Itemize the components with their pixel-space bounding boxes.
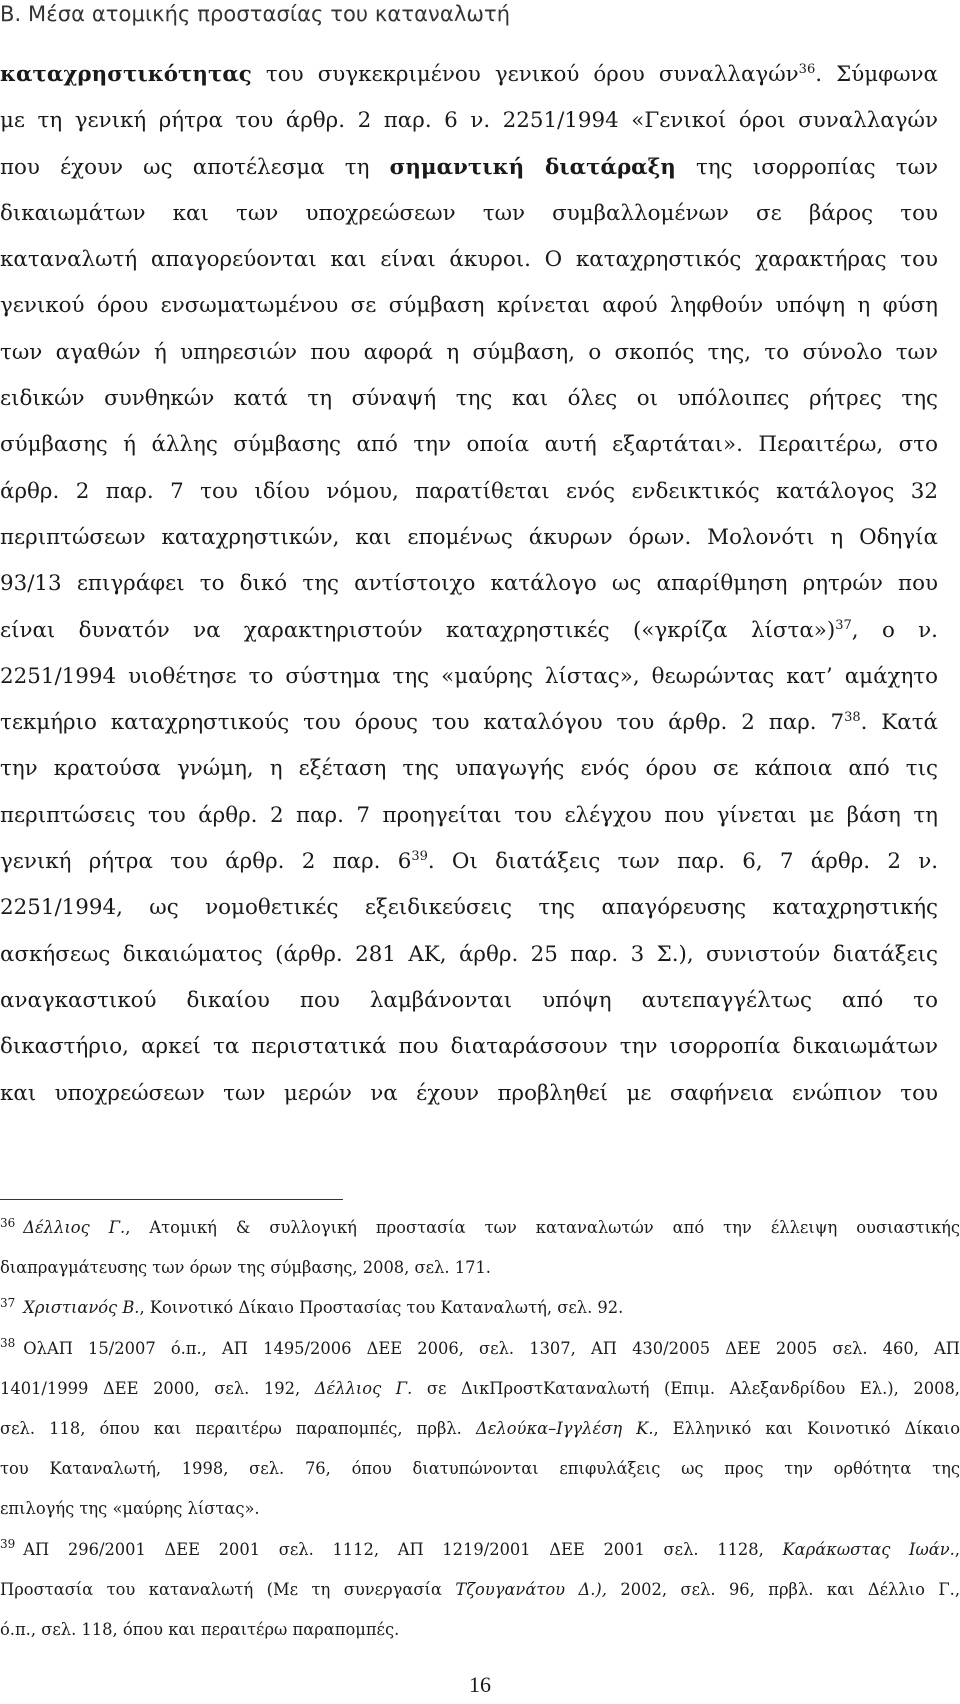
body-line [0, 700, 938, 746]
text-span: ΟλΑΠ 15/2007 ό.π., ΑΠ 1495/2006 ΔΕΕ 2006, σελ. 1307, ΑΠ 430/2005 ΔΕΕ 2005 σελ. 460, ΑΠ [23, 1338, 960, 1358]
body-line [0, 145, 938, 191]
footnote-39-line [0, 1570, 960, 1610]
footnote-38-line [0, 1409, 960, 1449]
footnote-37-line [0, 1288, 960, 1328]
footnote-36-line [0, 1208, 960, 1248]
text-span: σε ΔικΠροστΚαταναλωτή (Επιμ. Αλεξανδρίδου Ελ.), 2008, [412, 1378, 960, 1398]
body-line: άρθρ. 2 παρ. 7 του ιδίου νόμου, παρατίθεται ενός ενδεικτικός κατάλογος 32 [0, 478, 938, 504]
footnote-ref[interactable]: 36 [798, 61, 816, 77]
text-span: 1401/1999 ΔΕΕ 2000, σελ. 192, [0, 1378, 315, 1398]
footnotes [0, 1208, 960, 1650]
body-line: δικαστήριο, αρκεί τα περιστατικά που διαταράσσουν την ισορροπία δικαιωμάτων [0, 1034, 938, 1060]
text-span: Προστασία του καταναλωτή (Με τη συνεργασία [0, 1579, 456, 1599]
author-name: Δέλλιος Γ. [314, 1378, 413, 1398]
footnote-ref[interactable]: 39 [411, 848, 428, 864]
body-line: περιπτώσεις του άρθρ. 2 παρ. 7 προηγείται του ελέγχου που γίνεται με βάση τη [0, 802, 938, 828]
text-span: είναι δυνατόν να χαρακτηριστούν καταχρηστικές («γκρίζα λίστα») [0, 617, 836, 643]
footnote-39-line [0, 1530, 960, 1570]
body-line: καταναλωτή απαγορεύονται και είναι άκυροι. Ο καταχρηστικός χαρακτήρας του [0, 247, 938, 273]
main-text [0, 52, 938, 1117]
text-span: . Οι διατάξεις των παρ. 6, 7 άρθρ. 2 ν. [427, 849, 938, 875]
body-line [0, 52, 938, 98]
body-line: 2251/1994, ως νομοθετικές εξειδικεύσεις της απαγόρευσης καταχρηστικής [0, 895, 938, 921]
body-line: ασκήσεως δικαιώματος (άρθρ. 281 ΑΚ, άρθρ. 25 παρ. 3 Σ.), συνιστούν διατάξεις [0, 941, 938, 967]
text-span: , [954, 1539, 960, 1559]
body-line: περιπτώσεων καταχρηστικών, και επομένως άκυρων όρων. Μολονότι η Οδηγία [0, 524, 938, 550]
footnote-38-line [0, 1369, 960, 1409]
bold-term: σημαντική διατάραξη [389, 154, 676, 180]
page-number: 16 [469, 1672, 491, 1697]
text-span: . Κατά [860, 710, 938, 736]
body-line: των αγαθών ή υπηρεσιών που αφορά η σύμβαση, ο σκοπός της, το σύνολο των [0, 339, 938, 365]
footnote-36-line: διαπραγμάτευσης των όρων της σύμβασης, 2008, σελ. 171. [0, 1258, 491, 1278]
text-span: σελ. 118, όπου και περαιτέρω παραπομπές, πρβλ. [0, 1418, 476, 1438]
footnote-number: 38 [0, 1336, 16, 1351]
body-line: την κρατούσα γνώμη, η εξέταση της υπαγωγής ενός όρου σε κάποια από τις [0, 756, 938, 782]
text-span: της ισορροπίας των [675, 154, 939, 180]
footnote-38-line [0, 1329, 960, 1369]
bold-term: καταχρηστικότητας [0, 62, 252, 87]
text-span: , ο ν. [851, 617, 938, 643]
author-name: Χριστιανός Β. [23, 1298, 140, 1318]
author-name: Δέλλιος Γ. [23, 1218, 126, 1237]
text-span: του συγκεκριμένου γενικού όρου συναλλαγών [251, 62, 799, 87]
body-line [0, 839, 938, 885]
body-line: δικαιωμάτων και των υποχρεώσεων των συμβαλλομένων σε βάρος του [0, 200, 938, 226]
body-line: ειδικών συνθηκών κατά τη σύναψή της και όλες οι υπόλοιπες ρήτρες της [0, 386, 938, 412]
footnote-number: 39 [0, 1537, 16, 1552]
footnote-ref[interactable]: 38 [844, 710, 861, 726]
body-line: αναγκαστικού δικαίου που λαμβάνονται υπόψη αυτεπαγγέλτως από το [0, 987, 938, 1013]
footnote-number: 36 [0, 1215, 16, 1230]
footnote-38-line: του Καταναλωτή, 1998, σελ. 76, όπου διατυπώνονται επιφυλάξεις ως προς την ορθότητα της [0, 1459, 960, 1479]
body-line: με τη γενική ρήτρα του άρθρ. 2 παρ. 6 ν. 2251/1994 «Γενικοί όροι συναλλαγών [0, 108, 938, 134]
footnote-number: 37 [0, 1295, 16, 1310]
text-span: που έχουν ως αποτέλεσμα τη [0, 154, 390, 180]
footnote-ref[interactable]: 37 [835, 617, 852, 633]
running-header: Β. Μέσα ατομικής προστασίας του καταναλωτή [0, 2, 511, 26]
body-line: 2251/1994 υιοθέτησε το σύστημα της «μαύρης λίστας», θεωρώντας κατ’ αμάχητο [0, 663, 938, 689]
text-span: , Κοινοτικό Δίκαιο Προστασίας του Καταναλωτή, σελ. 92. [139, 1298, 624, 1318]
text-span: 2002, σελ. 96, πρβλ. και Δέλλιο Γ., [606, 1579, 960, 1599]
body-line: και υποχρεώσεων των μερών να έχουν προβληθεί με σαφήνεια ενώπιον του [0, 1080, 938, 1106]
body-line: 93/13 επιγράφει το δικό της αντίστοιχο κατάλογο ως απαρίθμηση ρητρών που [0, 571, 938, 597]
footnote-separator [0, 1199, 343, 1200]
body-line: σύμβασης ή άλλης σύμβασης από την οποία αυτή εξαρτάται». Περαιτέρω, στο [0, 432, 938, 458]
footnote-38-line: επιλογής της «μαύρης λίστας». [0, 1499, 260, 1519]
text-span: , Ατομική & συλλογική προστασία των καταναλωτών από την έλλειψη ουσιαστικής [125, 1218, 960, 1237]
text-span: ΑΠ 296/2001 ΔΕΕ 2001 σελ. 1112, ΑΠ 1219/2001 ΔΕΕ 2001 σελ. 1128, [23, 1539, 783, 1559]
text-span: τεκμήριο καταχρηστικούς του όρους του καταλόγου του άρθρ. 2 παρ. 7 [0, 710, 845, 736]
author-name: Δελούκα–Ιγγλέση Κ. [475, 1418, 654, 1438]
author-name: Καράκωστας Ιωάν. [782, 1539, 955, 1559]
author-name: Τζουγανάτου Δ.), [455, 1579, 607, 1599]
text-span: , Ελληνικό και Κοινοτικό Δίκαιο [653, 1418, 960, 1438]
body-line [0, 608, 938, 654]
body-line: γενικού όρου ενσωματωμένου σε σύμβαση κρίνεται αφού ληφθούν υπόψη η φύση [0, 293, 938, 319]
text-span: . Σύμφωνα [815, 62, 938, 87]
text-span: γενική ρήτρα του άρθρ. 2 παρ. 6 [0, 849, 412, 875]
footnote-39-line: ό.π., σελ. 118, όπου και περαιτέρω παραπομπές. [0, 1619, 400, 1639]
